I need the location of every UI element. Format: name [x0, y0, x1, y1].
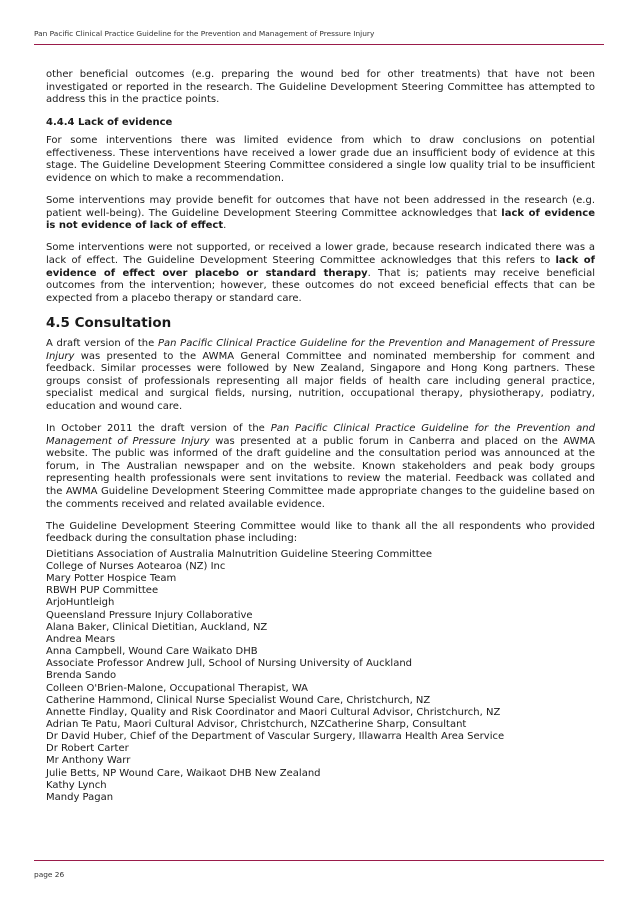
list-item: Brenda Sando	[46, 670, 117, 682]
list-item: Kathy Lynch	[46, 779, 107, 791]
p2-end: .	[223, 220, 227, 232]
list-item: Dietitians Association of Australia Malnutrition Guideline Steering Committee	[46, 548, 433, 560]
p2-text: Some interventions may provide benefit for outcomes that have not been addressed in the research (e.g. patient well-being). The Guideline Development Steering Committee acknowledges that	[46, 195, 595, 219]
header-rule	[34, 44, 604, 45]
running-header: Pan Pacific Clinical Practice Guideline for the Prevention and Management of Pressure Injury	[34, 29, 375, 38]
list-item: Associate Professor Andrew Jull, School of Nursing University of Auckland	[46, 658, 413, 670]
c1-italic-title: Pan Pacific Clinical Practice Guideline for the Prevention and Management of Pressure Injury	[46, 337, 596, 362]
c2-italic-title: Pan Pacific Clinical Practice Guideline for the Prevention and Management of Pressure Injury	[46, 422, 595, 447]
p2-bold-text: lack of evidence is not evidence of lack of effect	[46, 207, 596, 232]
c1-text: A draft version of the	[46, 337, 158, 349]
section-heading-4-5: 4.5 Consultation	[46, 314, 172, 331]
list-item: Mr Anthony Warr	[46, 755, 131, 767]
list-item: RBWH PUP Committee	[46, 585, 159, 597]
list-item: Colleen O'Brien-Malone, Occupational Therapist, WA	[46, 682, 309, 694]
list-item: ArjoHuntleigh	[46, 597, 115, 609]
c2-text: In October 2011 the draft version of the	[46, 422, 271, 434]
list-item: Dr David Huber, Chief of the Department of Vascular Surgery, Illawarra Health Area Service	[46, 731, 505, 743]
list-item: College of Nurses Aotearoa (NZ) Inc	[46, 560, 226, 572]
page-body	[46, 69, 595, 804]
list-item: Adrian Te Patu, Maori Cultural Advisor, Christchurch, NZCatherine Sharp, Consultant	[46, 719, 467, 730]
list-item: Annette Findlay, Quality and Risk Coordinator and Maori Cultural Advisor, Christchurch, NZ	[46, 706, 501, 718]
footer-rule	[34, 860, 604, 861]
consultation-paragraph-1	[46, 338, 595, 414]
lack-of-evidence-paragraph-1: For some interventions there was limited evidence from which to draw conclusions on potential effectiveness. These interventions have received a lower grade due an insufficient body of evidence at this stage. The Guideline Development Steering Committee considered a single low quality trial to be insufficient evidence on which to make a recommendation.	[46, 135, 595, 185]
c1-end: was presented to the AWMA General Committee and nominated membership for comment and feedback. Similar processes were followed by New Zealand, Singapore and Hong Kong partners. These groups consist of professionals representing all major fields of health care including general practice, specialist medical and surgical fields, nursing, nutrition, occupational therapy, physiotherapy, podiatry, education and wound care.	[46, 350, 595, 412]
list-item: Mary Potter Hospice Team	[46, 573, 177, 585]
list-item: Mandy Pagan	[46, 791, 114, 803]
list-item: Catherine Hammond, Clinical Nurse Specialist Wound Care, Christchurch, NZ	[46, 694, 431, 706]
lack-of-evidence-paragraph-3	[46, 242, 595, 305]
list-item: Alana Baker, Clinical Dietitian, Auckland, NZ	[46, 621, 268, 633]
list-item: Queensland Pressure Injury Collaborative	[46, 609, 253, 621]
c2-end: was presented at a public forum in Canberra and placed on the AWMA website. The public was informed of the draft guideline and the consultation period was announced at the forum, in The Australian newspaper and on the website. Known stakeholders and peak body groups representing health professionals were sent invitations to review the material. Feedback was collated and the AWMA Guideline Development Steering Committee made appropriate changes to the guideline based on the comments received and related available evidence.	[46, 435, 596, 510]
list-item: Dr Robert Carter	[46, 743, 129, 755]
list-item: Anna Campbell, Wound Care Waikato DHB	[46, 646, 258, 658]
list-item: Julie Betts, NP Wound Care, Waikaot DHB New Zealand	[46, 767, 321, 779]
p3-bold-text: lack of evidence of effect over placebo or standard therapy	[46, 255, 595, 279]
page-number: page 26	[34, 870, 65, 879]
respondents-list	[46, 549, 595, 804]
intro-paragraph: other beneficial outcomes (e.g. preparing the wound bed for other treatments) that have not been investigated or reported in the research. The Guideline Development Steering Committee has attempted to address this in the practice points.	[46, 69, 595, 106]
lack-of-evidence-paragraph-2	[46, 195, 595, 233]
list-item: Andrea Mears	[46, 633, 116, 645]
consultation-paragraph-3: The Guideline Development Steering Committee would like to thank all the all respondents who provided feedback during the consultation phase including:	[46, 520, 595, 545]
p3-text: Some interventions were not supported, or received a lower grade, because research indicated there was a lack of effect. The Guideline Development Steering Committee acknowledges that this refers to	[46, 242, 595, 267]
p3-end: . That is; patients may receive beneficial outcomes from the intervention; however, these outcomes do not exceed beneficial effects that can be expected from a placebo therapy or standard care.	[46, 267, 595, 304]
section-heading-4-4-4: 4.4.4 Lack of evidence	[46, 117, 173, 129]
consultation-paragraph-2	[46, 423, 595, 511]
